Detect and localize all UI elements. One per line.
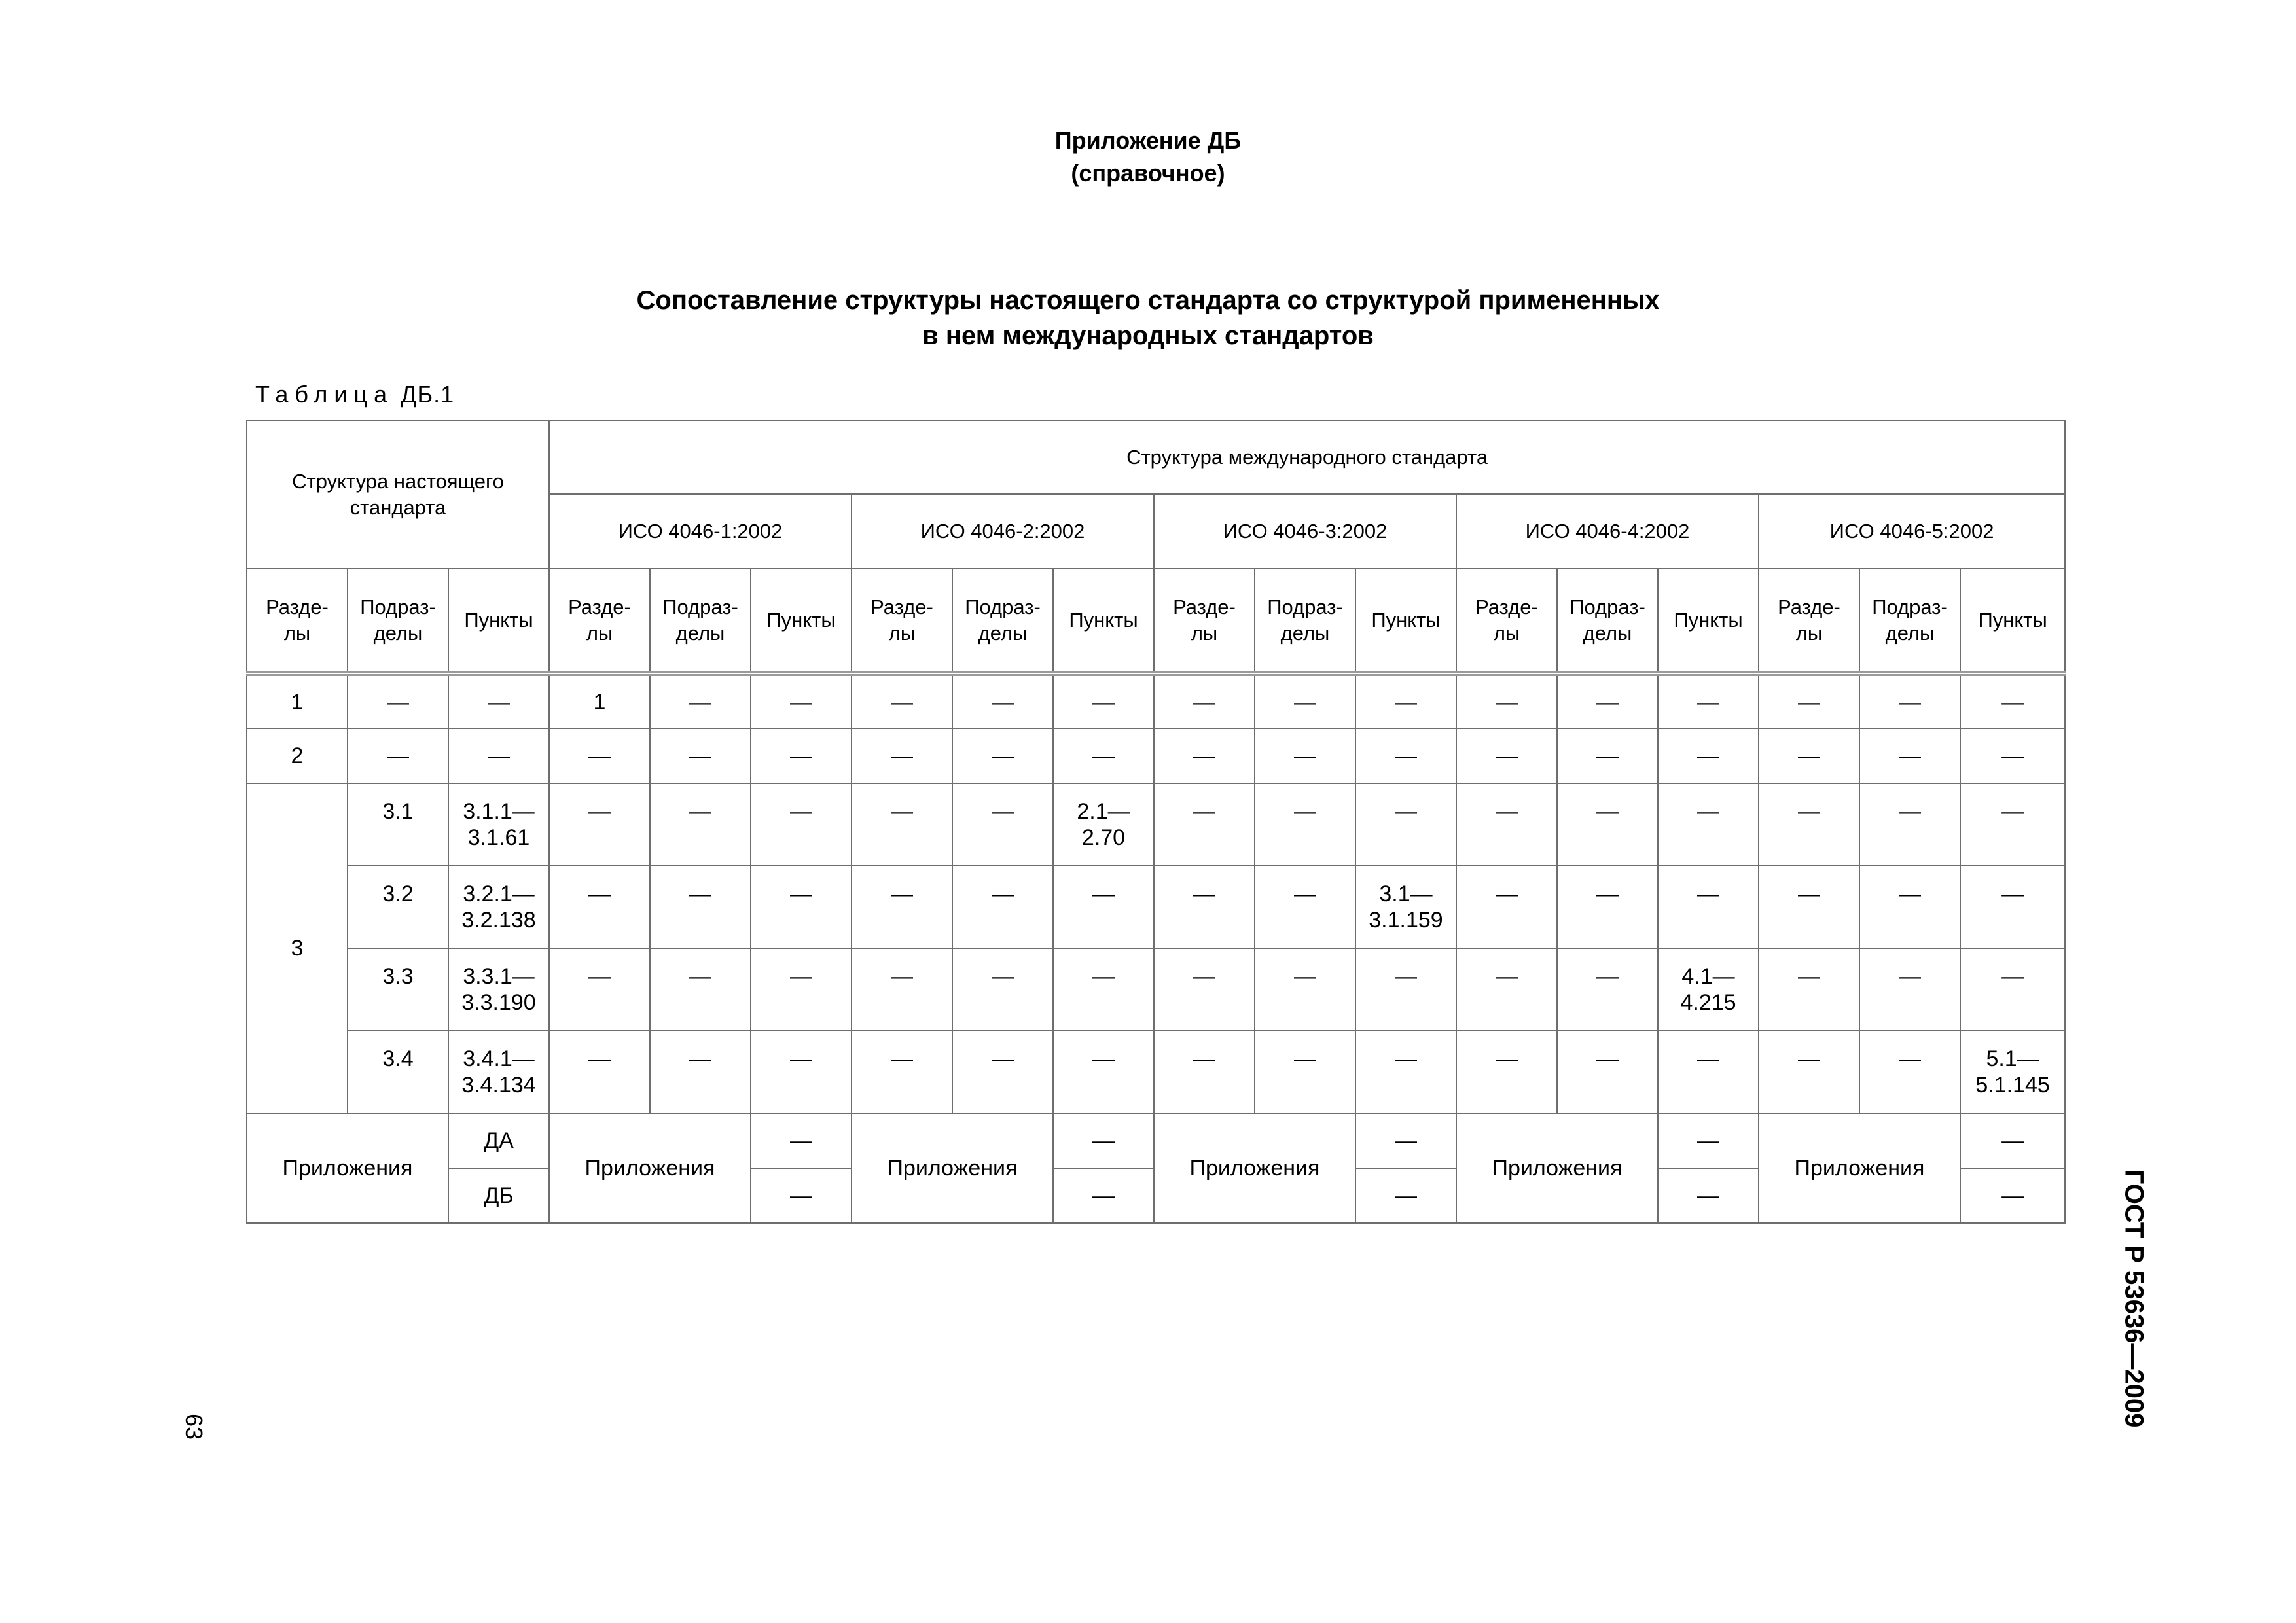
dash-cell: — — [1960, 783, 2065, 866]
dash-cell: — — [1053, 1113, 1154, 1168]
dash-cell: — — [1154, 1031, 1255, 1113]
dash-cell: — — [1355, 948, 1456, 1031]
dash-cell: — — [1154, 673, 1255, 728]
iso-4046-5-header: ИСО 4046-5:2002 — [1759, 494, 2065, 569]
col-header-sections: Разде- лы — [549, 569, 650, 673]
dash-cell: — — [1658, 673, 1759, 728]
dash-cell: — — [1859, 866, 1960, 948]
dash-cell: — — [650, 783, 751, 866]
comparison-table — [246, 420, 2066, 1224]
table-body — [247, 673, 2065, 1223]
page-number — [181, 1407, 207, 1446]
dash-cell: — — [952, 948, 1053, 1031]
dash-cell: — — [549, 728, 650, 783]
intl-structure-header: Структура международного стандарта — [549, 421, 2065, 494]
dash-cell: — — [1658, 728, 1759, 783]
appendices-label: Приложения — [1456, 1113, 1658, 1223]
own-structure-header: Структура настоящего стандарта — [247, 421, 549, 569]
dash-cell: — — [1053, 728, 1154, 783]
appendix-db: ДБ — [448, 1168, 549, 1223]
dash-cell: — — [1557, 673, 1658, 728]
dash-cell: — — [1960, 1113, 2065, 1168]
dash-cell: — — [852, 948, 952, 1031]
table-caption — [255, 381, 454, 408]
appendices-label: Приложения — [549, 1113, 751, 1223]
dash-cell: — — [1154, 783, 1255, 866]
col-header-clauses: Пункты — [1355, 569, 1456, 673]
appendices-label: Приложения — [1154, 1113, 1355, 1223]
dash-cell: — — [448, 728, 549, 783]
dash-cell: — — [1960, 866, 2065, 948]
col-header-sections: Разде- лы — [1154, 569, 1255, 673]
dash-cell: — — [1557, 866, 1658, 948]
dash-cell: — — [650, 728, 751, 783]
dash-cell: — — [952, 783, 1053, 866]
dash-cell: — — [1658, 783, 1759, 866]
document-number — [2121, 1161, 2147, 1436]
appendix-da: ДА — [448, 1113, 549, 1168]
table-cell: 3.3 — [348, 948, 448, 1031]
dash-cell: — — [952, 728, 1053, 783]
table-row — [247, 1113, 2065, 1168]
table-cell: 2.1— 2.70 — [1053, 783, 1154, 866]
iso-4046-2-header: ИСО 4046-2:2002 — [852, 494, 1154, 569]
dash-cell: — — [1658, 1168, 1759, 1223]
col-header-clauses: Пункты — [1960, 569, 2065, 673]
col-header-clauses: Пункты — [751, 569, 852, 673]
appendices-label: Приложения — [247, 1113, 448, 1223]
dash-cell: — — [952, 673, 1053, 728]
page-title-line-1: Сопоставление структуры настоящего стандарта со структурой примененных — [636, 286, 1660, 315]
dash-cell: — — [1255, 728, 1355, 783]
dash-cell: — — [1456, 948, 1557, 1031]
dash-cell: — — [1355, 673, 1456, 728]
dash-cell: — — [1557, 948, 1658, 1031]
iso-4046-1-header: ИСО 4046-1:2002 — [549, 494, 852, 569]
table-cell: 3.4.1— 3.4.134 — [448, 1031, 549, 1113]
table-cell: 1 — [549, 673, 650, 728]
col-header-subsections: Подраз- делы — [348, 569, 448, 673]
table-cell: 3.2 — [348, 866, 448, 948]
dash-cell: — — [1255, 783, 1355, 866]
table-row — [247, 866, 2065, 948]
table-cell: 3.3.1— 3.3.190 — [448, 948, 549, 1031]
dash-cell: — — [1759, 866, 1859, 948]
dash-cell: — — [1557, 783, 1658, 866]
dash-cell: — — [1960, 1168, 2065, 1223]
dash-cell: — — [1859, 783, 1960, 866]
dash-cell: — — [1255, 673, 1355, 728]
col-header-sections: Разде- лы — [1456, 569, 1557, 673]
dash-cell: — — [1355, 728, 1456, 783]
dash-cell: — — [348, 673, 448, 728]
dash-cell: — — [1960, 728, 2065, 783]
dash-cell: — — [751, 783, 852, 866]
appendices-label: Приложения — [1759, 1113, 1960, 1223]
dash-cell: — — [1053, 866, 1154, 948]
appendix-heading — [0, 124, 2296, 190]
page-title — [0, 283, 2296, 353]
dash-cell: — — [751, 1031, 852, 1113]
col-header-clauses: Пункты — [1658, 569, 1759, 673]
dash-cell: — — [1759, 1031, 1859, 1113]
page-number-text: 63 — [181, 1413, 207, 1440]
dash-cell: — — [1658, 1113, 1759, 1168]
dash-cell: — — [549, 1031, 650, 1113]
dash-cell: — — [751, 728, 852, 783]
dash-cell: — — [852, 728, 952, 783]
iso-4046-4-header: ИСО 4046-4:2002 — [1456, 494, 1759, 569]
table-row — [247, 783, 2065, 866]
dash-cell: — — [852, 1031, 952, 1113]
dash-cell: — — [1456, 866, 1557, 948]
dash-cell: — — [1658, 866, 1759, 948]
dash-cell: — — [549, 948, 650, 1031]
dash-cell: — — [1456, 728, 1557, 783]
dash-cell: — — [1859, 1031, 1960, 1113]
dash-cell: — — [650, 948, 751, 1031]
dash-cell: — — [348, 728, 448, 783]
table-cell: 3 — [247, 783, 348, 1113]
dash-cell: — — [751, 1113, 852, 1168]
page-title-line-2: в нем международных стандартов — [922, 321, 1374, 350]
dash-cell: — — [1456, 1031, 1557, 1113]
dash-cell: — — [751, 673, 852, 728]
dash-cell: — — [1154, 948, 1255, 1031]
dash-cell: — — [1154, 728, 1255, 783]
dash-cell: — — [1255, 1031, 1355, 1113]
table-cell: 3.1 — [348, 783, 448, 866]
dash-cell: — — [751, 866, 852, 948]
iso-4046-3-header: ИСО 4046-3:2002 — [1154, 494, 1456, 569]
col-header-subsections: Подраз- делы — [1557, 569, 1658, 673]
dash-cell: — — [1557, 728, 1658, 783]
col-header-sections: Разде- лы — [1759, 569, 1859, 673]
dash-cell: — — [1859, 673, 1960, 728]
col-header-subsections: Подраз- делы — [650, 569, 751, 673]
dash-cell: — — [1658, 1031, 1759, 1113]
dash-cell: — — [1759, 728, 1859, 783]
col-header-subsections: Подраз- делы — [952, 569, 1053, 673]
dash-cell: — — [751, 1168, 852, 1223]
col-header-clauses: Пункты — [1053, 569, 1154, 673]
dash-cell: — — [1053, 673, 1154, 728]
dash-cell: — — [1355, 783, 1456, 866]
table-cell: 4.1— 4.215 — [1658, 948, 1759, 1031]
table-caption-id: ДБ.1 — [401, 381, 455, 408]
table-cell: 1 — [247, 673, 348, 728]
appendices-label: Приложения — [852, 1113, 1053, 1223]
document-number-text: ГОСТ Р 53636—2009 — [2119, 1169, 2149, 1428]
table-cell: 2 — [247, 728, 348, 783]
dash-cell: — — [1355, 1031, 1456, 1113]
col-header-sections: Разде- лы — [852, 569, 952, 673]
table-cell: 3.4 — [348, 1031, 448, 1113]
dash-cell: — — [1255, 948, 1355, 1031]
dash-cell: — — [751, 948, 852, 1031]
col-header-sections: Разде- лы — [247, 569, 348, 673]
dash-cell: — — [1053, 1168, 1154, 1223]
dash-cell: — — [852, 673, 952, 728]
dash-cell: — — [1960, 948, 2065, 1031]
dash-cell: — — [549, 866, 650, 948]
dash-cell: — — [852, 783, 952, 866]
appendix-title: Приложение ДБ — [1054, 127, 1242, 154]
table-row — [247, 673, 2065, 728]
col-header-clauses: Пункты — [448, 569, 549, 673]
dash-cell: — — [852, 866, 952, 948]
col-header-subsections: Подраз- делы — [1255, 569, 1355, 673]
table-row — [247, 728, 2065, 783]
dash-cell: — — [1456, 673, 1557, 728]
dash-cell: — — [952, 866, 1053, 948]
dash-cell: — — [1053, 948, 1154, 1031]
dash-cell: — — [952, 1031, 1053, 1113]
dash-cell: — — [1053, 1031, 1154, 1113]
dash-cell: — — [1557, 1031, 1658, 1113]
table-cell: 3.1.1— 3.1.61 — [448, 783, 549, 866]
dash-cell: — — [448, 673, 549, 728]
dash-cell: — — [1255, 866, 1355, 948]
table-row — [247, 948, 2065, 1031]
table-row — [247, 1031, 2065, 1113]
table-cell: 3.2.1— 3.2.138 — [448, 866, 549, 948]
dash-cell: — — [1859, 728, 1960, 783]
dash-cell: — — [650, 1031, 751, 1113]
table-cell: 3.1— 3.1.159 — [1355, 866, 1456, 948]
dash-cell: — — [650, 673, 751, 728]
dash-cell: — — [1859, 948, 1960, 1031]
dash-cell: — — [1759, 783, 1859, 866]
appendix-subtitle: (справочное) — [1071, 160, 1225, 187]
dash-cell: — — [1355, 1113, 1456, 1168]
dash-cell: — — [1355, 1168, 1456, 1223]
dash-cell: — — [549, 783, 650, 866]
dash-cell: — — [1759, 948, 1859, 1031]
col-header-subsections: Подраз- делы — [1859, 569, 1960, 673]
table-caption-word: Таблица — [255, 381, 394, 408]
dash-cell: — — [1960, 673, 2065, 728]
dash-cell: — — [1759, 673, 1859, 728]
table-cell: 5.1— 5.1.145 — [1960, 1031, 2065, 1113]
dash-cell: — — [650, 866, 751, 948]
column-headers-row — [247, 569, 2065, 673]
dash-cell: — — [1456, 783, 1557, 866]
dash-cell: — — [1154, 866, 1255, 948]
